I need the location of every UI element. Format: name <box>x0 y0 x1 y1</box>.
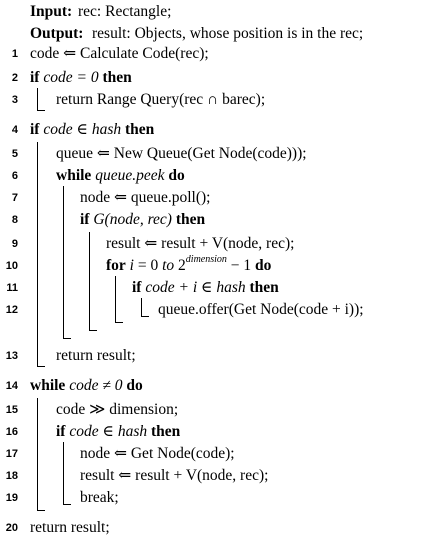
keyword-then: then <box>124 121 155 138</box>
statement <box>56 164 185 188</box>
line-number: 19 <box>5 492 18 504</box>
line-number: 16 <box>5 426 18 438</box>
code-line-8 <box>0 208 430 232</box>
keyword-then: then <box>175 211 206 228</box>
keyword-to: to <box>162 257 175 274</box>
block-rule-end <box>37 110 45 111</box>
keyword-if: if <box>30 69 40 86</box>
line-number: 6 <box>11 170 18 182</box>
block-rule <box>37 88 38 110</box>
statement: break; <box>80 489 119 506</box>
keyword-do: do <box>168 167 185 184</box>
statement: code ⇐ Calculate Code(rec); <box>30 45 209 62</box>
statement: queue ⇐ New Queue(Get Node(code))); <box>56 145 307 162</box>
code-line-4 <box>0 118 430 142</box>
line-number: 18 <box>5 470 18 482</box>
code-line-6 <box>0 164 430 188</box>
condition: code ∈ hash <box>69 423 148 440</box>
block-rule-end <box>63 504 71 505</box>
loop-end: − 1 <box>226 257 252 274</box>
input-line <box>0 0 430 24</box>
keyword-if: if <box>132 279 142 296</box>
keyword-if: if <box>56 423 66 440</box>
loop-start: = 0 <box>133 257 163 274</box>
block-rule <box>89 232 90 330</box>
block-rule <box>63 442 64 504</box>
keyword-while: while <box>56 167 92 184</box>
code-line-15 <box>0 398 430 422</box>
code-line-3 <box>0 88 430 112</box>
output-label: Output: <box>30 25 84 42</box>
code-line-7 <box>0 186 430 210</box>
keyword-then: then <box>102 69 132 86</box>
line-number: 4 <box>11 124 18 136</box>
code-line-5 <box>0 142 430 166</box>
statement: return Range Query(rec ∩ barec); <box>56 91 266 108</box>
code-line-1 <box>0 42 430 66</box>
block-rule-end <box>63 338 71 339</box>
code-line-13 <box>0 344 430 368</box>
line-number: 14 <box>5 380 18 392</box>
block-rule-end <box>115 322 123 323</box>
line-number: 2 <box>11 72 18 84</box>
block-rule <box>37 398 38 510</box>
block-rule-end <box>141 316 149 317</box>
input-label: Input: <box>30 3 73 20</box>
block-rule-end <box>37 366 45 367</box>
statement <box>106 254 271 278</box>
statement <box>56 420 180 444</box>
line-number: 1 <box>11 48 18 60</box>
statement: queue.offer(Get Node(code + i)); <box>158 301 364 318</box>
line-number: 15 <box>5 404 18 416</box>
keyword-then: then <box>249 279 279 296</box>
output-text: result: Objects, whose position is in the rec; <box>92 25 364 42</box>
line-number: 9 <box>11 238 18 250</box>
code-line-2 <box>0 66 430 90</box>
exponent: dimension <box>185 253 227 265</box>
keyword-do: do <box>126 377 143 394</box>
statement <box>30 118 154 142</box>
condition: code ∈ hash <box>43 121 122 138</box>
block-rule <box>141 298 142 316</box>
statement: node ⇐ Get Node(code); <box>80 445 235 462</box>
statement: return result; <box>30 519 110 536</box>
condition: code + i ∈ hash <box>145 279 246 296</box>
statement <box>30 66 132 90</box>
condition: code ≠ 0 <box>69 377 123 394</box>
line-number: 10 <box>5 260 18 272</box>
code-line-12 <box>0 298 430 322</box>
line-number: 3 <box>11 94 18 106</box>
power-base: 2 <box>174 257 186 274</box>
code-line-16 <box>0 420 430 444</box>
code-line-14 <box>0 374 430 398</box>
condition: G(node, rec) <box>93 211 172 228</box>
code-line-17 <box>0 442 430 466</box>
keyword-if: if <box>30 121 40 138</box>
line-number: 12 <box>5 304 18 316</box>
statement: result ⇐ result + V(node, rec); <box>80 467 269 484</box>
statement: code ≫ dimension; <box>56 401 179 418</box>
statement: result ⇐ result + V(node, rec); <box>106 235 295 252</box>
block-rule <box>37 142 38 366</box>
statement: node ⇐ queue.poll(); <box>80 189 211 206</box>
block-rule-end <box>89 330 97 331</box>
code-line-19 <box>0 486 430 510</box>
keyword-if: if <box>80 211 90 228</box>
keyword-for: for <box>106 257 126 274</box>
line-number: 17 <box>5 448 18 460</box>
block-rule <box>63 186 64 338</box>
line-number: 13 <box>5 350 18 362</box>
line-number: 20 <box>5 522 18 534</box>
code-line-18 <box>0 464 430 488</box>
line-number: 11 <box>6 282 18 294</box>
keyword-then: then <box>150 423 181 440</box>
code-line-20 <box>0 516 430 540</box>
line-number: 7 <box>11 192 18 204</box>
block-rule-end <box>37 510 45 511</box>
statement <box>132 276 279 300</box>
statement <box>80 208 205 232</box>
statement <box>30 374 143 398</box>
keyword-do: do <box>255 257 272 274</box>
statement: return result; <box>56 347 136 364</box>
line-number: 8 <box>11 214 18 226</box>
code-line-9 <box>0 232 430 256</box>
block-rule <box>115 276 116 322</box>
keyword-while: while <box>30 377 66 394</box>
condition: queue.peek <box>95 167 165 184</box>
code-line-10 <box>0 254 430 278</box>
input-text: rec: Rectangle; <box>78 3 172 20</box>
code-line-11 <box>0 276 430 300</box>
condition: code = 0 <box>43 69 99 86</box>
loop-variable: i <box>129 257 134 274</box>
line-number: 5 <box>11 148 18 160</box>
